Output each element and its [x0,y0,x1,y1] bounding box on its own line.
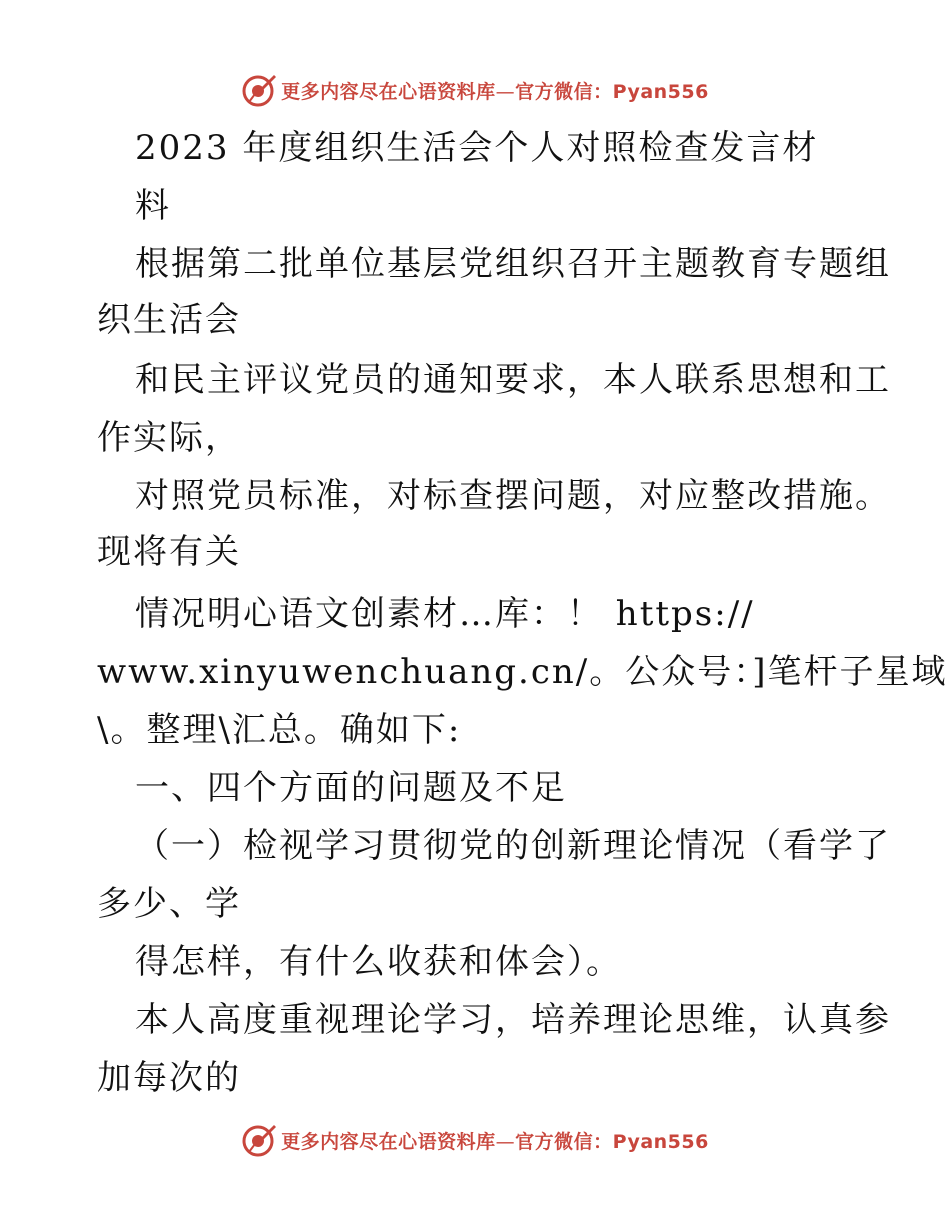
paragraph-line: 根据第二批单位基层党组织召开主题教育专题组 [135,244,891,284]
banner-text [281,1127,709,1154]
paragraph-line: 织生活会 [97,300,241,340]
paragraph-line: 对照党员标准，对标查摆问题，对应整改措施。 [135,476,891,516]
header-banner [0,70,950,110]
paragraph-line: \。整理\汇总。确如下: [97,710,462,750]
paragraph-line: 作实际， [97,418,241,458]
banner-separator: — [495,1130,516,1153]
document-title-cont: 料 [135,186,171,226]
footer-banner [0,1120,950,1160]
pen-logo-icon [241,1122,277,1158]
banner-wechat-text: 官方微信：Pyan556 [515,80,709,103]
document-title: 2023 年度组织生活会个人对照检查发言材 [135,128,819,168]
paragraph-line: 加每次的 [97,1058,241,1098]
subsection-heading-cont: 得怎样，有什么收获和体会）。 [135,942,622,982]
subsection-heading: （一）检视学习贯彻党的创新理论情况（看学了 [135,826,891,866]
banner-main-text: 更多内容尽在心语资料库 [281,80,496,103]
paragraph-line: 和民主评议党员的通知要求，本人联系思想和工 [135,360,891,400]
paragraph-line: www.xinyuwenchuang.cn/。公众号：]笔杆子星域 [97,652,948,692]
section-heading: 一、四个方面的问题及不足 [135,768,567,808]
paragraph-line: 本人高度重视理论学习，培养理论思维，认真参 [135,1000,891,1040]
paragraph-line: 现将有关 [97,532,241,572]
pen-logo-icon [241,72,277,108]
banner-main-text: 更多内容尽在心语资料库 [281,1130,496,1153]
banner-text [281,77,709,104]
banner-wechat-text: 官方微信：Pyan556 [515,1130,709,1153]
banner-separator: — [495,80,516,103]
paragraph-line: 情况明心语文创素材…库：！ https:// [135,594,755,634]
subsection-heading-cont: 多少、学 [97,884,241,924]
